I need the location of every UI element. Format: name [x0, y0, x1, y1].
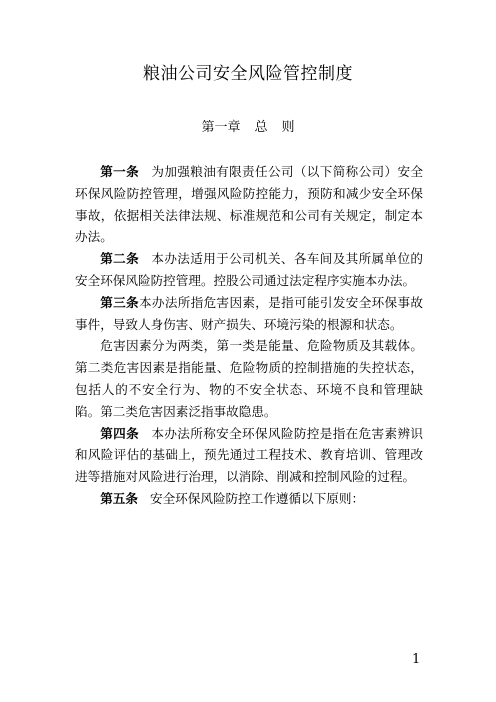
article-text: 本办法适用于公司机关、各车间及其所属单位的安全环保风险防控管理。控股公司通过法定程序实施本办法。: [75, 251, 424, 288]
article-paragraph: [75, 335, 423, 422]
article-paragraph: [75, 248, 423, 292]
document-body: [75, 161, 423, 510]
article-number: 第四条: [100, 425, 140, 441]
article-number: 第一条: [100, 164, 140, 179]
article-paragraph: [75, 292, 423, 336]
article-paragraph: [75, 488, 423, 510]
document-title: 粮油公司安全风险管控制度: [143, 64, 353, 84]
article-text: 为加强粮油有限责任公司（以下简称公司）安全环保风险防控管理，增强风险防控能力，预防和减少安全环保事故，依据相关法律法规、标准规范和公司有关规定，制定本办法。: [75, 164, 424, 245]
chapter-name: 总: [254, 120, 268, 135]
article-number: 第二条: [100, 251, 140, 267]
article-paragraph: [75, 423, 423, 488]
chapter-label: 第一章: [201, 120, 241, 135]
article-number: 第五条: [100, 490, 138, 506]
chapter-name-tail: 则: [281, 120, 295, 135]
article-text: 本办法所指危害因素，是指可能引发安全环保事故事件，导致人身伤害、财产损失、环境污染的根源和状态。: [75, 294, 424, 332]
article-paragraph: [75, 161, 423, 248]
article-text: 安全环保风险防控工作遵循以下原则：: [149, 490, 365, 506]
article-text: 本办法所称安全环保风险防控是指在危害素辨识和风险评估的基础上，预先通过工程技术、教育培训、管理改进等措施对风险进行治理，以消除、削减和控制风险的过程。: [75, 425, 424, 485]
article-number: 第三条: [100, 294, 139, 310]
article-text: 危害因素分为两类，第一类是能量、危险物质及其载体。第二类危害因素是指能量、危险物质的控制措施的失控状态，包括人的不安全行为、物的不安全状态、环境不良和管理缺陷。第二类危害因素泛指事故隐患。: [75, 338, 423, 419]
chapter-heading: [0, 118, 496, 138]
page-number: 1: [412, 652, 421, 667]
